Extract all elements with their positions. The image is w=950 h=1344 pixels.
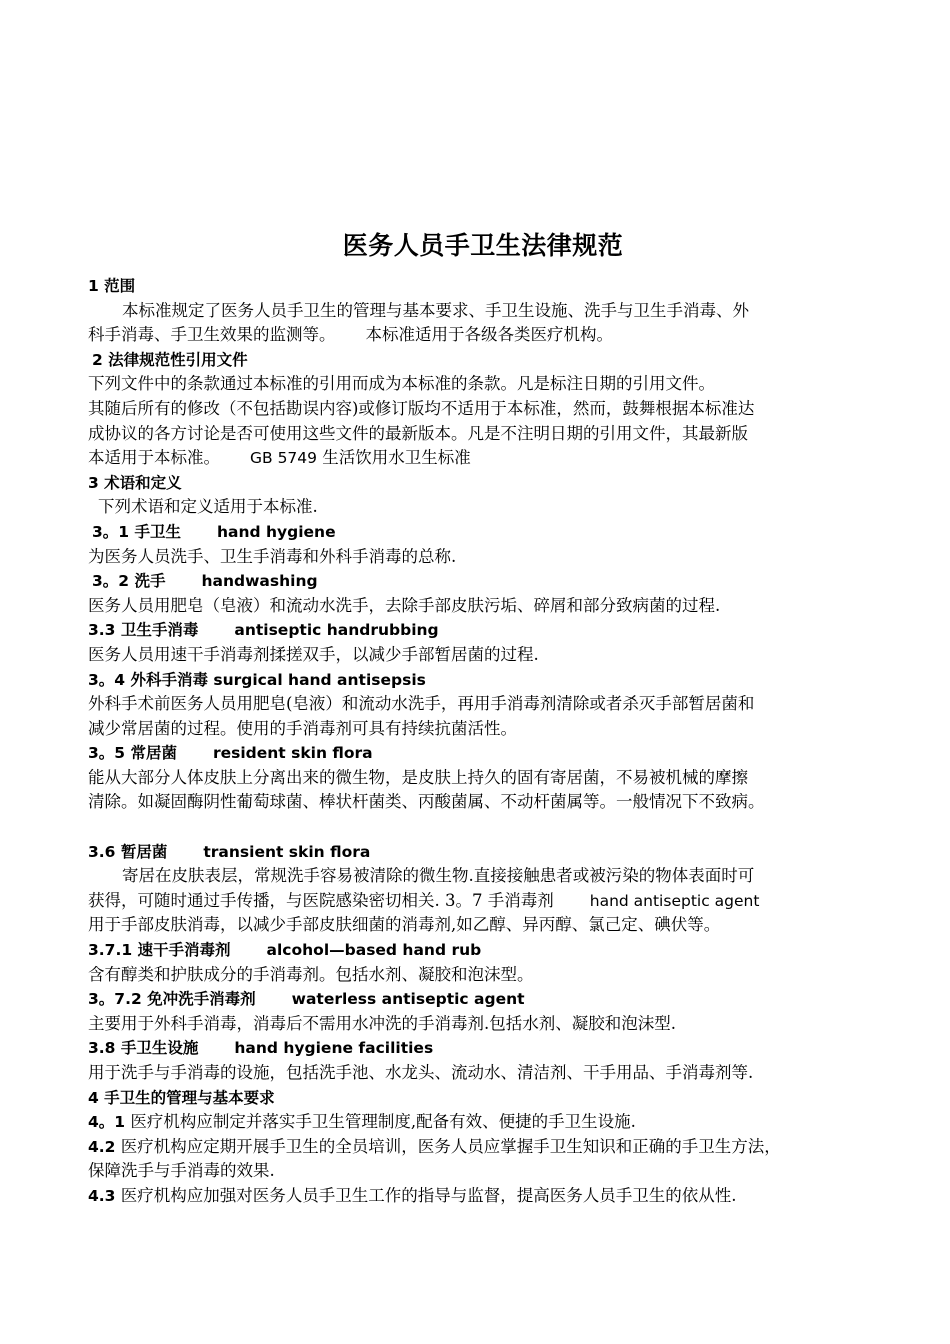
term-number: 3。7 手消毒剂 bbox=[445, 890, 554, 910]
item-text: 医疗机构应制定并落实手卫生管理制度,配备有效、便捷的手卫生设施. bbox=[125, 1112, 636, 1132]
section-4-item bbox=[88, 1184, 878, 1209]
term-number: 3。2 洗手 bbox=[92, 572, 166, 591]
item-number: 4。1 bbox=[88, 1113, 126, 1132]
section-2-text-line: 下列文件中的条款通过本标准的引用而成为本标准的条款。凡是标注日期的引用文件。 bbox=[88, 374, 715, 394]
term-3-6-heading bbox=[88, 840, 878, 865]
term-3-1-heading bbox=[88, 520, 878, 545]
section-3-heading: 3 术语和定义 bbox=[88, 473, 182, 492]
text-span: 本标准适用于各级各类医疗机构。 bbox=[365, 325, 613, 345]
section-4-heading: 4 手卫生的管理与基本要求 bbox=[88, 1088, 275, 1107]
document-title: 医务人员手卫生法律规范 bbox=[342, 231, 624, 260]
term-english: hand antiseptic agent bbox=[589, 891, 760, 910]
text-span: 生活饮用水卫生标准 bbox=[317, 448, 471, 468]
term-english: resident skin flora bbox=[212, 744, 373, 763]
term-3-1-definition: 为医务人员洗手、卫生手消毒和外科手消毒的总称. bbox=[88, 546, 457, 566]
section-2-text-line: 其随后所有的修改（不包括勘误内容)或修订版均不适用于本标准，然而，鼓舞根据本标准达 bbox=[88, 398, 755, 418]
item-text: 医疗机构应定期开展手卫生的全员培训，医务人员应掌握手卫生知识和正确的手卫生方法， bbox=[115, 1136, 781, 1156]
term-number: 3。7.2 免冲洗手消毒剂 bbox=[88, 990, 256, 1009]
term-3-2-definition: 医务人员用肥皂（皂液）和流动水洗手，去除手部皮肤污垢、碎屑和部分致病菌的过程. bbox=[88, 595, 721, 615]
term-3-6-definition-line: 寄居在皮肤表层，常规洗手容易被清除的微生物.直接接触患者或被污染的物体表面时可 bbox=[122, 866, 755, 886]
term-number: 3.6 暂居菌 bbox=[88, 842, 168, 861]
section-3-intro: 下列术语和定义适用于本标准. bbox=[98, 497, 318, 517]
term-number: 3.3 卫生手消毒 bbox=[88, 621, 199, 640]
term-3-4-definition-line: 外科手术前医务人员用肥皂(皂液）和流动水洗手，再用手消毒剂清除或者杀灭手部暂居菌和 bbox=[88, 694, 755, 714]
term-3-7-definition: 用于手部皮肤消毒，以减少手部皮肤细菌的消毒剂,如乙醇、异丙醇、氯己定、碘伏等。 bbox=[88, 915, 721, 935]
text-span: 科手消毒、手卫生效果的监测等。 bbox=[88, 325, 336, 345]
section-1-heading: 1 范围 bbox=[88, 277, 136, 295]
term-3-4-definition-line: 减少常居菌的过程。使用的手消毒剂可具有持续抗菌活性。 bbox=[88, 718, 517, 738]
section-4-item bbox=[88, 1135, 878, 1160]
section-2-text-line bbox=[88, 446, 878, 471]
term-3-7-2-heading bbox=[88, 987, 878, 1012]
term-english: waterless antiseptic agent bbox=[291, 990, 525, 1009]
item-text: 医疗机构应加强对医务人员手卫生工作的指导与监督，提高医务人员手卫生的依从性. bbox=[115, 1185, 737, 1205]
document-page bbox=[88, 226, 878, 1209]
text-span: 获得，可随时通过手传播，与医院感染密切相关. bbox=[88, 890, 440, 910]
term-3-8-definition: 用于洗手与手消毒的设施，包括洗手池、水龙头、流动水、清洁剂、干手用品、手消毒剂等. bbox=[88, 1063, 754, 1082]
term-number: 3.8 手卫生设施 bbox=[88, 1039, 199, 1058]
term-english: hand hygiene facilities bbox=[234, 1039, 434, 1058]
term-english: hand hygiene bbox=[216, 522, 336, 541]
term-3-5-heading bbox=[88, 741, 878, 766]
term-3-7-1-heading bbox=[88, 938, 878, 963]
section-4-item bbox=[88, 1110, 878, 1135]
term-number: 3.7.1 速干手消毒剂 bbox=[88, 941, 231, 960]
blank-line bbox=[88, 815, 878, 840]
section-2-heading: 2 法律规范性引用文件 bbox=[92, 350, 248, 369]
term-english: transient skin flora bbox=[203, 842, 371, 861]
term-3-5-definition-line: 清除。如凝固酶阴性葡萄球菌、棒状杆菌类、丙酸菌属、不动杆菌属等。一般情况下不致病。 bbox=[88, 792, 765, 812]
item-number: 4.3 bbox=[88, 1186, 116, 1205]
term-3-3-definition: 医务人员用速干手消毒剂揉搓双手，以减少手部暂居菌的过程. bbox=[88, 644, 539, 664]
item-number: 4.2 bbox=[88, 1137, 116, 1156]
term-3-6-definition-line bbox=[88, 889, 878, 914]
section-4-item-continuation: 保障洗手与手消毒的效果. bbox=[88, 1161, 275, 1181]
term-english: handwashing bbox=[201, 572, 318, 591]
standard-code: GB 5749 bbox=[250, 449, 318, 468]
term-3-8-heading bbox=[88, 1036, 878, 1061]
term-3-2-heading bbox=[88, 569, 878, 594]
term-english: alcohol—based hand rub bbox=[266, 941, 482, 960]
term-number: 3。1 手卫生 bbox=[92, 522, 181, 541]
term-number: 3。5 常居菌 bbox=[88, 744, 177, 763]
text-span: 本适用于本标准。 bbox=[88, 448, 220, 468]
term-3-4-heading: 3。4 外科手消毒 surgical hand antisepsis bbox=[88, 670, 426, 689]
section-2-text-line: 成协议的各方讨论是否可使用这些文件的最新版本。凡是不注明日期的引用文件，其最新版 bbox=[88, 423, 748, 443]
section-1-text-line bbox=[88, 323, 878, 348]
term-3-7-2-definition: 主要用于外科手消毒，消毒后不需用水冲洗的手消毒剂.包括水剂、凝胶和泡沫型. bbox=[88, 1013, 676, 1033]
section-1-text-line: 本标准规定了医务人员手卫生的管理与基本要求、手卫生设施、洗手与卫生手消毒、外 bbox=[122, 300, 749, 320]
term-3-7-1-definition: 含有醇类和护肤成分的手消毒剂。包括水剂、凝胶和泡沫型。 bbox=[88, 964, 534, 984]
term-3-3-heading bbox=[88, 618, 878, 643]
term-english: antiseptic handrubbing bbox=[234, 621, 439, 640]
term-3-5-definition-line: 能从大部分人体皮肤上分离出来的微生物，是皮肤上持久的固有寄居菌，不易被机械的摩擦 bbox=[88, 767, 748, 787]
